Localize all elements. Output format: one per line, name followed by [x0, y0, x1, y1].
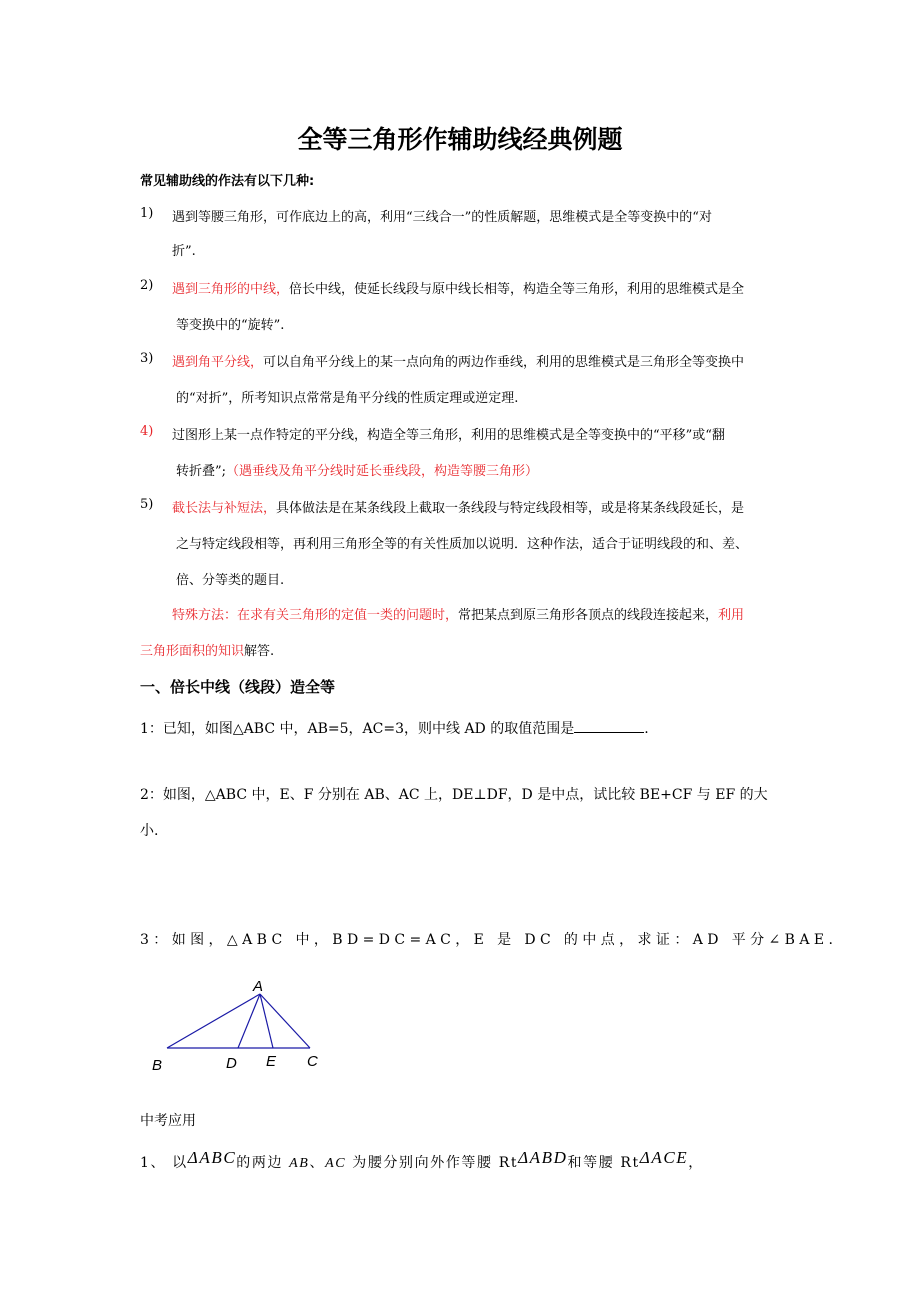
highlight-text: 利用: [718, 608, 745, 623]
math-triangle-abc: ΔABC: [187, 1148, 237, 1167]
label-a: A: [253, 978, 264, 995]
item-text: [176, 460, 538, 479]
item-text: 的“对折”，所考知识点常常是角平分线的性质定理或逆定理.: [176, 391, 519, 406]
question-text: 1：已知，如图△ABC 中，AB=5，AC=3，则中线 AD 的取值范围是: [140, 721, 575, 737]
segment-ab: [167, 994, 260, 1048]
segment-ae: [260, 994, 273, 1048]
special-text: [172, 604, 744, 623]
triangle-figure: [140, 972, 350, 1077]
special-text: [140, 640, 274, 659]
q4-rt: Rt: [498, 1155, 519, 1171]
item-text: [172, 351, 744, 370]
special-text-part: 常把某点到原三角形各顶点的线段连接起来，: [458, 608, 719, 623]
item-text: [172, 497, 744, 516]
highlight-text: （遇垂线及角平分线时延长垂线段，构造等腰三角形）: [226, 464, 539, 479]
math-ac: AC: [325, 1156, 347, 1171]
question-3: 3：如图，△ABC 中，BD=DC=AC，E 是 DC 的中点，求证：AD 平分∠BAE.: [140, 932, 838, 948]
label-d: D: [226, 1055, 237, 1072]
item-number: 4): [140, 424, 154, 439]
intro-text: 常见辅助线的作法有以下几种:: [140, 174, 315, 189]
highlight-text: 遇到三角形的中线，: [172, 282, 290, 297]
item-text-part: 可以自角平分线上的某一点向角的两边作垂线，利用的思维模式是三角形全等变换中: [263, 355, 745, 370]
answer-blank: [574, 720, 644, 733]
highlight-text: 截长法与补短法，: [172, 501, 277, 516]
math-triangle-ace: ΔACE: [639, 1148, 689, 1167]
item-number: 5): [140, 497, 154, 512]
label-c: C: [307, 1053, 318, 1070]
q4-text: 为腰分别向外作等腰: [352, 1155, 493, 1171]
item-text-part: 倍长中线，使延长线段与原中线长相等，构造全等三角形，利用的思维模式是全: [289, 282, 745, 297]
highlight-text: 遇到角平分线，: [172, 355, 264, 370]
q4-rt: Rt: [620, 1155, 640, 1171]
math-triangle-abd: ΔABD: [518, 1148, 568, 1167]
item-text: 遇到等腰三角形，可作底边上的高，利用“三线合一”的性质解题，思维模式是全等变换中的“对: [172, 210, 712, 225]
highlight-text: 特殊方法：在求有关三角形的定值一类的问题时，: [172, 608, 459, 623]
item-text: 之与特定线段相等，再利用三角形全等的有关性质加以说明．这种作法，适合于证明线段的和、差、: [176, 537, 749, 552]
q4-text: 的两边: [236, 1155, 284, 1171]
q4-text: 以: [172, 1155, 188, 1171]
question-4: [140, 1148, 704, 1172]
question-2-cont: 小.: [140, 823, 159, 839]
section-subheading: 中考应用: [140, 1113, 196, 1129]
item-text: 过图形上某一点作特定的平分线，构造全等三角形，利用的思维模式是全等变换中的“平移”或“翻: [172, 428, 725, 443]
q4-text: 、: [309, 1155, 326, 1171]
special-text-part: 解答.: [244, 644, 275, 659]
q4-text: 和等腰: [567, 1155, 615, 1171]
item-text-part: 转折叠”;: [176, 464, 227, 479]
item-text: [172, 278, 744, 297]
question-1: [140, 718, 649, 738]
q4-text: ，: [688, 1155, 704, 1171]
question-number: 1、: [140, 1155, 167, 1171]
item-number: 3): [140, 351, 154, 366]
item-text: 等变换中的“旋转”.: [176, 318, 285, 333]
item-number: 2): [140, 278, 154, 293]
math-ab: AB: [289, 1156, 310, 1171]
section-heading: 一、倍长中线（线段）造全等: [140, 678, 336, 696]
page-title: 全等三角形作辅助线经典例题: [297, 125, 623, 154]
segment-ac: [260, 994, 310, 1048]
item-text: 折”.: [172, 244, 196, 259]
label-b: B: [152, 1057, 163, 1074]
item-number: 1): [140, 206, 154, 221]
question-2: 2：如图，△ABC 中，E、F 分别在 AB、AC 上，DE⊥DF，D 是中点，试比较 BE+CF 与 EF 的大: [140, 787, 768, 803]
item-text: 倍、分等类的题目.: [176, 573, 285, 588]
item-text-part: 具体做法是在某条线段上截取一条线段与特定线段相等，或是将某条线段延长，是: [276, 501, 745, 516]
segment-ad: [238, 994, 260, 1048]
highlight-text: 三角形面积的知识: [140, 644, 245, 659]
label-e: E: [266, 1053, 277, 1070]
question-text-end: .: [644, 721, 649, 737]
